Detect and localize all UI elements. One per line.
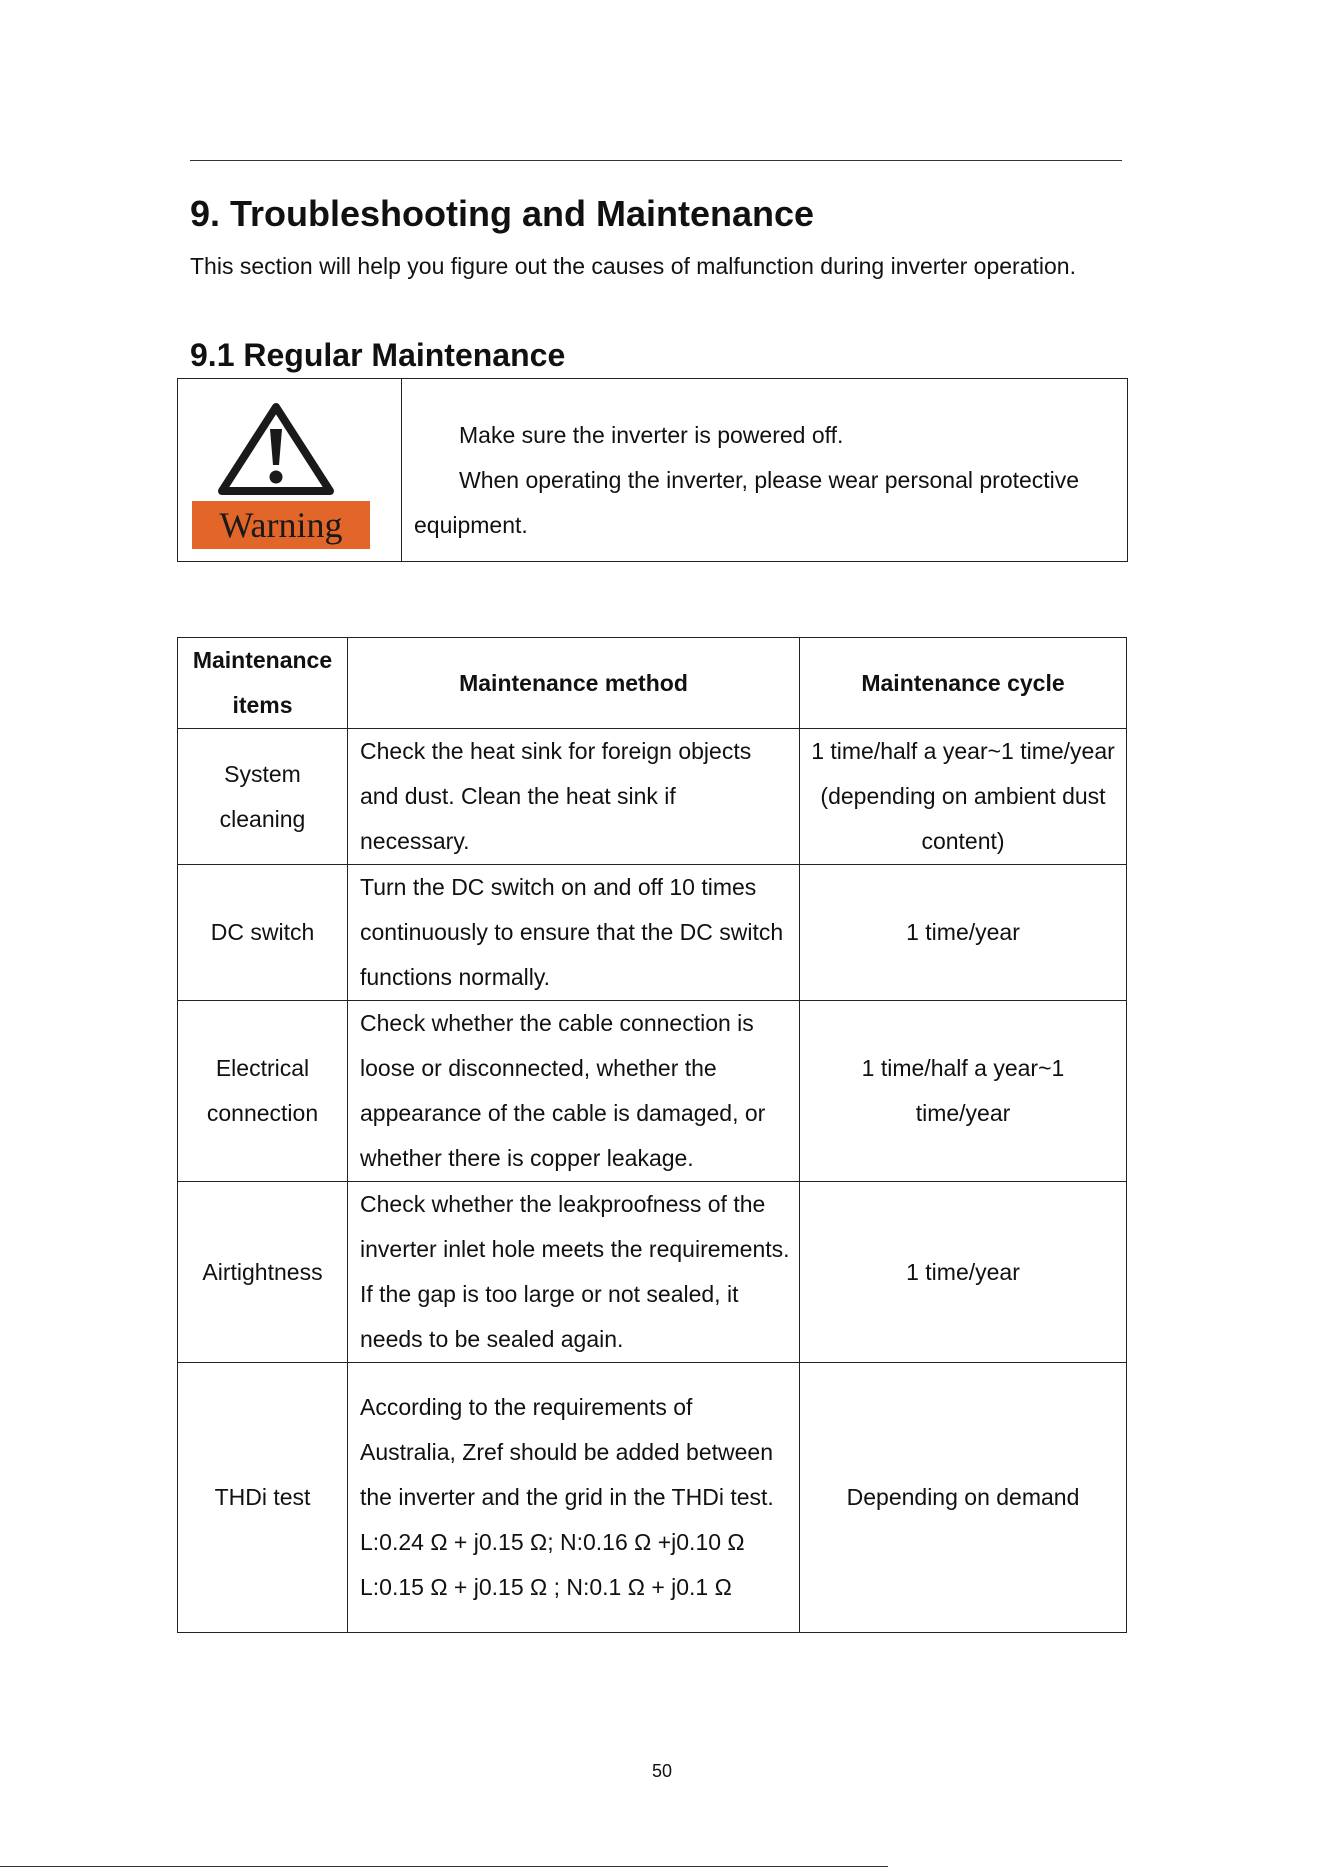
table-row [178,1363,1127,1633]
page-number: 50 [651,1761,673,1781]
method-cell [348,1363,800,1633]
footer-rule [0,1866,888,1867]
section-heading: 9. Troubleshooting and Maintenance [190,193,815,234]
warning-label: Warning [192,501,370,549]
cycle-cell: 1 time/year [800,1182,1127,1363]
item-cell: Airtightness [178,1182,348,1363]
warning-line-power-off: Make sure the inverter is powered off. [459,422,844,448]
method-cell: Turn the DC switch on and off 10 times continuously to ensure that the DC switch functions normally. [348,865,800,1001]
table-row [178,1182,1127,1363]
zref-values-l015: L:0.15 Ω + j0.15 Ω ; N:0.1 Ω + j0.1 Ω [360,1574,732,1600]
warning-notice [177,378,1128,562]
warning-icon-cell [178,379,402,561]
subsection-heading: 9.1 Regular Maintenance [190,337,566,373]
zref-values-l024: L:0.24 Ω + j0.15 Ω; N:0.16 Ω +j0.10 Ω [360,1529,745,1555]
item-cell: Electrical connection [178,1001,348,1182]
method-text: According to the requirements of Australia, Zref should be added between the inverter and the grid in the THDi test. [360,1394,774,1510]
cycle-cell: 1 time/half a year~1 time/year [800,1001,1127,1182]
maintenance-table [177,637,1127,1633]
warning-text [402,379,1127,561]
cycle-cell: 1 time/half a year~1 time/year (depending on ambient dust content) [800,729,1127,865]
warning-triangle-icon [216,401,336,497]
warning-line-protective-equipment: When operating the inverter, please wear personal protective equipment. [414,467,1080,538]
table-row [178,865,1127,1001]
item-cell: System cleaning [178,729,348,865]
cycle-cell: Depending on demand [800,1363,1127,1633]
header-maintenance-items: Maintenance items [178,638,348,729]
item-cell: THDi test [178,1363,348,1633]
header-rule [190,160,1122,161]
header-maintenance-method: Maintenance method [348,638,800,729]
header-maintenance-cycle: Maintenance cycle [800,638,1127,729]
section-intro: This section will help you figure out the causes of malfunction during inverter operation. [190,253,1076,279]
method-cell: Check whether the leakproofness of the inverter inlet hole meets the requirements. If the gap is too large or not sealed, it needs to be sealed again. [348,1182,800,1363]
table-row [178,729,1127,865]
method-cell: Check the heat sink for foreign objects and dust. Clean the heat sink if necessary. [348,729,800,865]
method-cell: Check whether the cable connection is loose or disconnected, whether the appearance of the cable is damaged, or whether there is copper leakage. [348,1001,800,1182]
table-row [178,1001,1127,1182]
table-header-row [178,638,1127,729]
cycle-cell: 1 time/year [800,865,1127,1001]
item-cell: DC switch [178,865,348,1001]
